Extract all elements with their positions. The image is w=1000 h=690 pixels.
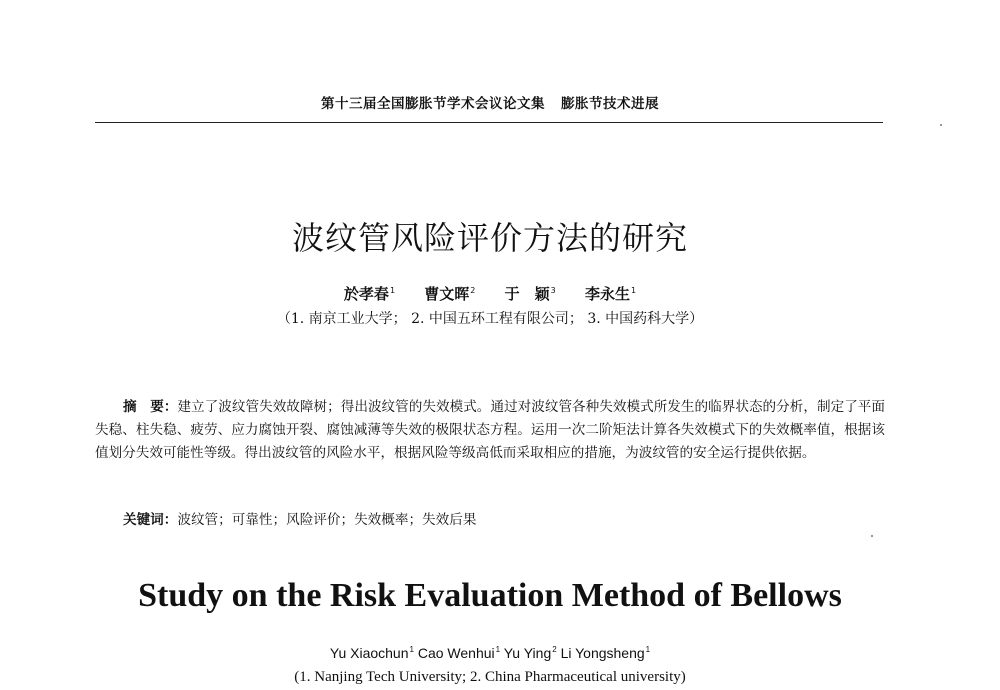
author-affil-mark: 1 xyxy=(630,286,637,295)
author-en xyxy=(504,645,557,661)
author-cn xyxy=(585,285,636,303)
author-name: 于 颖 xyxy=(504,285,550,303)
author-affil-mark: 3 xyxy=(550,286,556,295)
running-head xyxy=(95,92,885,112)
abstract-text: 建立了波纹管失效故障树；得出波纹管的失效模式。通过对波纹管各种失效模式所发生的临界状态的分析，制定了平面失稳、柱失稳、疲劳、应力腐蚀开裂、腐蚀减薄等失效的极限状态方程。运用一次二阶矩法计算各失效模式下的失效概率值，根据该值划分失效可能性等级。得出波纹管的风险水平，根据风险等级高低而采取相应的措施，为波纹管的安全运行提供依据。 xyxy=(95,399,886,461)
author-name: 曹文晖 xyxy=(424,285,470,303)
author-name: Yu Xiaochun xyxy=(329,645,409,661)
author-name: 於孝春 xyxy=(343,285,389,303)
author-affil-mark: 2 xyxy=(552,645,557,655)
scan-speck xyxy=(871,535,873,537)
author-name: Cao Wenhui xyxy=(417,645,495,661)
author-affil-mark: 2 xyxy=(470,286,476,295)
running-head-section: 膨胀节技术进展 xyxy=(561,96,659,112)
author-cn xyxy=(505,285,556,303)
paper-title-cn: 波纹管风险评价方法的研究 xyxy=(291,219,688,257)
author-name: Li Yongsheng xyxy=(560,645,645,661)
affiliations-cn: （1. 南京工业大学； 2. 中国五环工程有限公司； 3. 中国药科大学） xyxy=(276,311,704,327)
author-affil-mark: 1 xyxy=(409,645,414,655)
author-affil-mark: 1 xyxy=(389,286,396,295)
author-en xyxy=(418,645,500,661)
scan-speck xyxy=(940,124,942,126)
paper-title-en: Study on the Risk Evaluation Method of Bellows xyxy=(138,577,842,614)
abstract xyxy=(95,396,885,465)
author-name: 李永生 xyxy=(584,285,630,303)
author-cn xyxy=(424,285,475,303)
author-affil-mark: 1 xyxy=(495,645,501,655)
header-rule xyxy=(95,122,883,123)
author-affil-mark: 1 xyxy=(645,645,651,655)
keywords-text: 波纹管；可靠性；风险评价；失效概率；失效后果 xyxy=(177,512,477,528)
author-en xyxy=(330,645,414,661)
abstract-label: 摘 要： xyxy=(123,399,178,415)
author-name: Yu Ying xyxy=(503,645,552,661)
keywords-label: 关键词： xyxy=(123,512,178,528)
running-head-proceedings: 第十三届全国膨胀节学术会议论文集 xyxy=(321,96,545,112)
author-list-cn xyxy=(0,283,980,304)
affiliations-en: (1. Nanjing Tech University; 2. China Pharmaceutical university) xyxy=(294,669,686,685)
author-list-en xyxy=(0,645,980,661)
keywords xyxy=(123,508,476,528)
author-cn xyxy=(344,285,395,303)
author-en xyxy=(561,645,651,661)
